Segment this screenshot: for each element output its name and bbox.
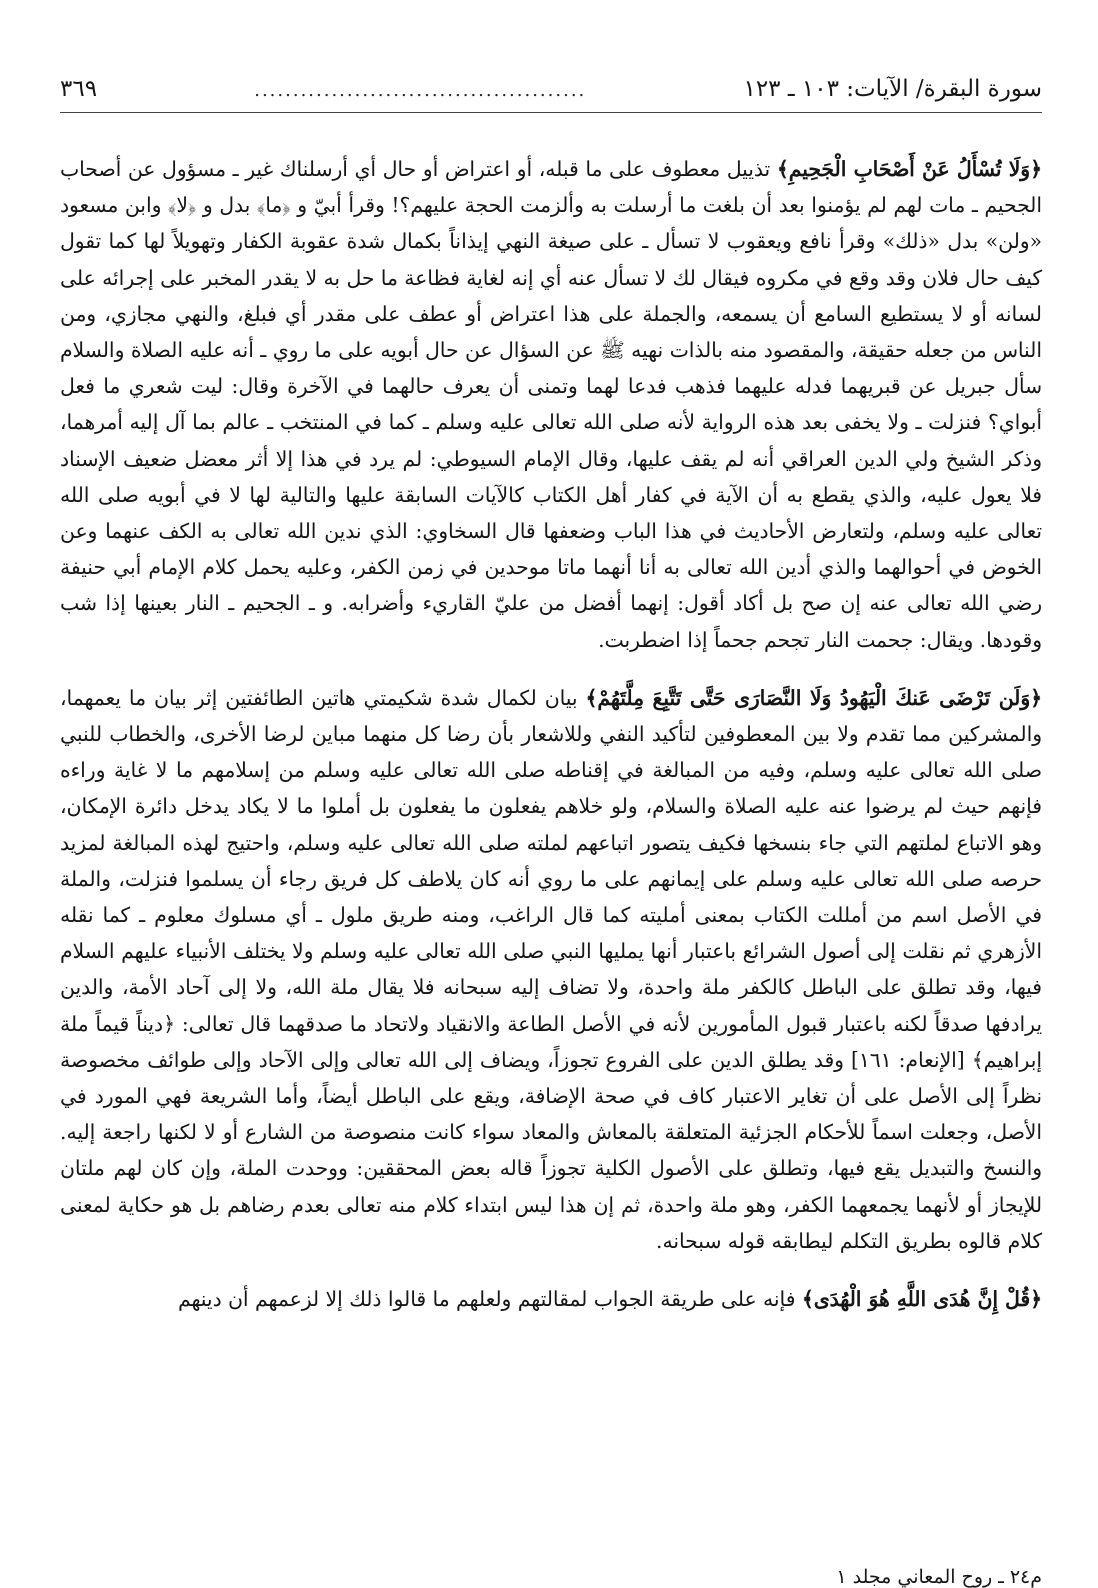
verse-open-bracket: ﴿: [1030, 685, 1043, 710]
commentary-text: تذييل معطوف على ما قبله، أو اعتراض أو حال أي أرسلناك غير ـ مسؤول عن أصحاب الجحيم ـ مات لهم لم يؤمنوا بعد أن بلغت ما أرسلت به وألزمت الحجة عليهم؟! وقرأ أبيّ و ﴿ما﴾ بدل و ﴿لا﴾ وابن مسعود «ولن» بدل «ذلك» وقرأ نافع ويعقوب لا تسأل ـ على صيغة النهي إيذاناً بكمال شدة عقوبة الكفار وتهويلاً لها كما تقول كيف حال فلان وقد وقع في مكروه فيقال لك لا تسأل عنه أي إنه لغاية فظاعة ما حل به لا يقدر المخبر على إجرائه على لسانه أو لا يستطيع السامع أن يسمعه، والجملة على هذا اعتراض أو عطف على مقدر أي فبلغ، والنهي مجازي، ومن الناس من جعله حقيقة، والمقصود منه بالذات نهيه ﷺ عن السؤال عن حال أبويه على ما روي ـ أنه عليه الصلاة والسلام سأل جبريل عن قبريهما فدله عليهما فذهب فدعا لهما وتمنى أن يعرف حالهما في الآخرة وقال: ليت شعري ما فعل أبواي؟ فنزلت ـ ولا يخفى بعد هذه الرواية لأنه صلى الله تعالى عليه وسلم ـ كما في المنتخب ـ عالم بما آل إليه أمرهما، وذكر الشيخ ولي الدين العراقي أنه لم يقف عليها، وقال الإمام السيوطي: لم يرد في هذا إلا أثر معضل ضعيف الإسناد فلا يعول عليه، والذي يقطع به أن الآية في كفار أهل الكتاب كالآيات السابقة عليها والتالية لها لا في أبويه صلى الله تعالى عليه وسلم، ولتعارض الأحاديث في هذا الباب وضعفها قال السخاوي: الذي ندين الله تعالى به الكف عنهما وعن الخوض في أحوالهما والذي أدين الله تعالى به أنا أنهما ماتا موحدين في زمن الكفر، وعليه يحمل كلام الإمام أبي حنيفة رضي الله تعالى عنه إن صح بل أكاد أقول: إنهما أفضل من عليّ القاريء وأضرابه. و ـ الجحيم ـ النار بعينها إذا شب وقودها. ويقال: جحمت النار تجحم جحماً إذا اضطربت.: [60, 157, 1042, 652]
verse-open-bracket: ﴿: [1030, 1287, 1042, 1312]
header-leader-dots: ...........................................: [254, 80, 587, 98]
verse-close-bracket: ﴾: [801, 1287, 814, 1312]
verse-close-bracket: ﴾: [776, 157, 789, 181]
commentary-paragraph: [60, 151, 1042, 658]
commentary-text: فإنه على طريقة الجواب لمقالتهم ولعلهم ما قالوا ذلك إلا لزعمهم أن دينهم: [177, 1287, 802, 1312]
verse-open-bracket: ﴿: [1030, 157, 1042, 181]
page-footer: [60, 1566, 1042, 1588]
quran-verse: قُلْ إِنَّ هُدَى اللَّهِ هُوَ الْهُدَى: [813, 1287, 1031, 1312]
commentary-section: [60, 1281, 1042, 1317]
commentary-paragraph: [60, 680, 1042, 1259]
commentary-paragraph: [60, 1281, 1042, 1317]
verse-close-bracket: ﴾: [585, 685, 598, 710]
footer-signature: م٢٤ ـ روح المعاني مجلد ١: [836, 1566, 1042, 1588]
commentary-text: بيان لكمال شدة شكيمتي هاتين الطائفتين إثر بيان ما يعمهما، والمشركين مما تقدم ولا بين المعطوفين لتأكيد النفي وللاشعار بأن رضا كل منهما مباين لرضا الأخرى، والخطاب للنبي صلى الله تعالى عليه وسلم، وفيه من المبالغة في إقناطه صلى الله تعالى عليه وسلم من إسلامهم ما لا غاية وراءه فإنهم حيث لم يرضوا عنه عليه الصلاة والسلام، ولو خلاهم يفعلون ما يفعلون بل أملوا ما لا يكاد يدخل دائرة الإمكان، وهو الاتباع لملتهم التي جاء بنسخها فكيف يتصور اتباعهم لملته صلى الله تعالى عليه وسلم، واحتيج لهذه المبالغة لمزيد حرصه صلى الله تعالى عليه وسلم على إيمانهم على ما روي أنه كان يلاطف كل فريق رجاء أن يسلموا فنزلت، والملة في الأصل اسم من أمللت الكتاب بمعنى أمليته كما قال الراغب، ومنه طريق ملول ـ أي مسلوك معلوم ـ كما نقله الأزهري ثم نقلت إلى أصول الشرائع باعتبار أنها يمليها النبي صلى الله تعالى عليه وسلم ولا يختلف الأنبياء عليهم السلام فيها، وقد تطلق على الباطل كالكفر ملة واحدة، ولا تضاف إليه سبحانه فلا يقال ملة الله، ولا إلى آحاد الأمة، والدين يرادفها صدقاً لكنه باعتبار قبول المأمورين لأنه في الأصل الطاعة والانقياد ولاتحاد ما صدقهما قال تعالى: ﴿ديناً قيماً ملة إبراهيم﴾ [الإنعام: ١٦١] وقد يطلق الدين على الفروع تجوزاً، ويضاف إلى الله تعالى وإلى الآحاد وإلى طوائف مخصوصة نظراً إلى الأصل على أن تغاير الاعتبار كاف في صحة الإضافة، ويقع على الباطل أيضاً، وأما الشريعة فهي المورد في الأصل، وجعلت اسماً للأحكام الجزئية المتعلقة بالمعاش والمعاد سواء كانت منصوصة من الشارع أو لا لكنها راجعة إليه. والنسخ والتبديل يقع فيها، وتطلق على الأصول الكلية تجوزاً قاله بعض المحققين: ووحدت الملة، وإن كان لهم ملتان للإيجاز أو لأنهما يجمعهما الكفر، وهو ملة واحدة، ثم إن هذا ليس ابتداء كلام منه تعالى بعدم رضاهم بل هو حكاية لمعنى كلام قالوه بطريق التكلم ليطابقه قوله سبحانه.: [60, 685, 1042, 1253]
running-header: [60, 76, 1042, 113]
page-number: ٣٦٩: [60, 76, 98, 102]
commentary-section: [60, 151, 1042, 658]
commentary-section: [60, 680, 1042, 1259]
quran-verse: وَلَا تُسْأَلُ عَنْ أَصْحَابِ الْجَحِيمِ: [788, 157, 1031, 181]
book-page: [60, 76, 1043, 1588]
quran-verse: وَلَن تَرْضَى عَنكَ الْيَهُودُ وَلَا النَّصَارَى حَتَّى تَتَّبِعَ مِلَّتَهُمْ: [597, 685, 1031, 710]
header-title: سورة البقرة/ الآيات: ١٠٣ ـ ١٢٣: [743, 76, 1042, 102]
